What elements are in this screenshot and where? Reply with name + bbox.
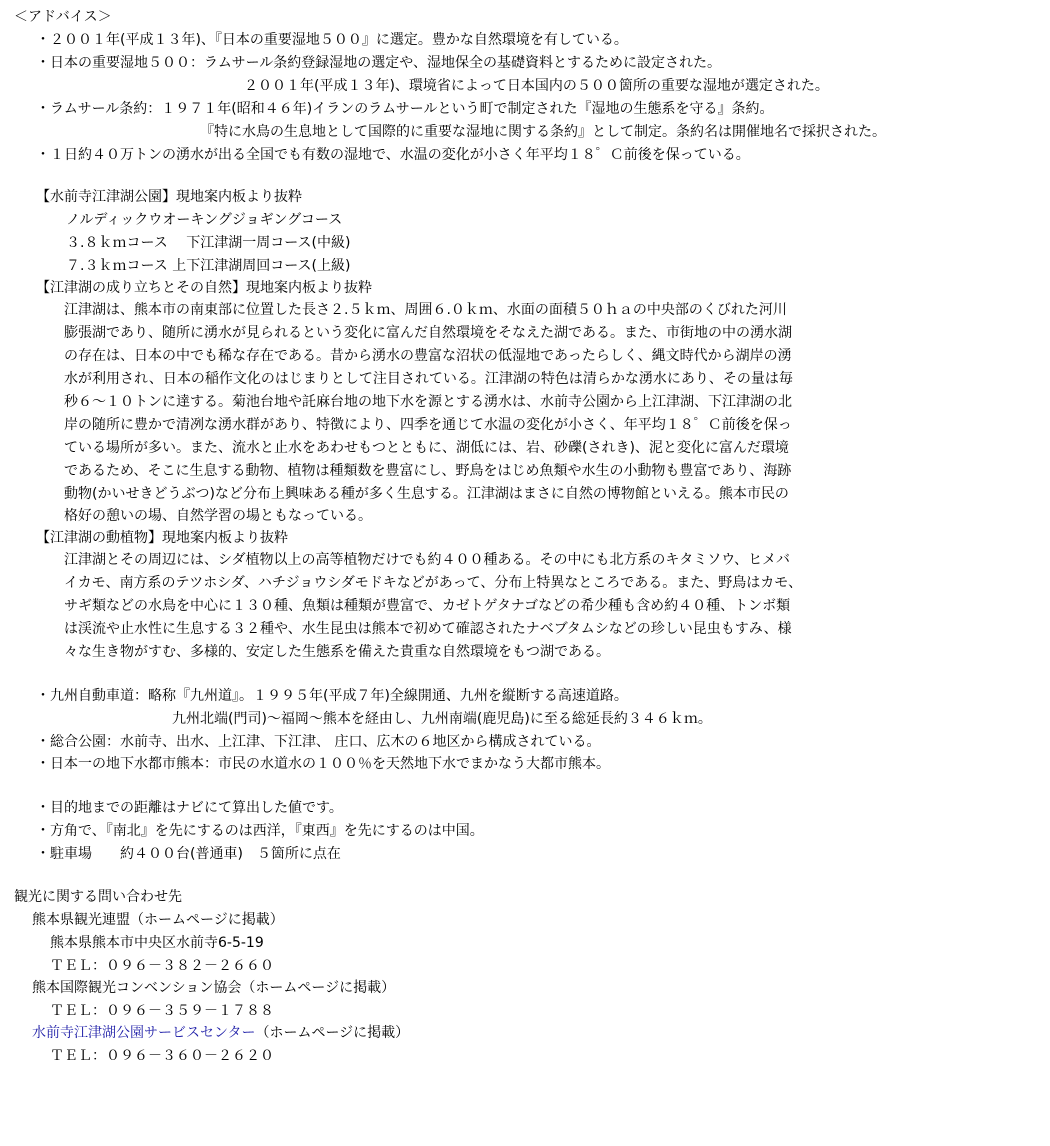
contact-tel: ＴＥＬ：０９６－３６０－２６２０	[50, 1048, 274, 1064]
origin-board-line: の存在は、日本の中でも稀な存在である。昔から湧水の豊富な沼状の低湿地であったらしく、縄文時代から湖岸の湧	[64, 348, 792, 364]
note-line: 九州北端(門司)～福岡～熊本を経由し、九州南端(鹿児島)に至る総延長約３４６ｋｍ。	[172, 711, 712, 727]
misc-line: ・方角で、『南北』を先にするのは西洋，『東西』を先にするのは中国。	[36, 823, 484, 839]
origin-board-line: 岸の随所に豊かで清冽な湧水群があり、特徴により、四季を通じて水温の変化が小さく、年平均１８゜Ｃ前後を保っ	[64, 417, 792, 433]
advice-line: ・日本の重要湿地５００：ラムサール条約登録湿地の選定や、湿地保全の基礎資料とするために設定された。	[36, 55, 722, 71]
note-line: ・総合公園：水前寺、出水、上江津、下江津、 庄口、広木の６地区から構成されている。	[36, 734, 601, 750]
advice-line: ・２００１年(平成１３年)、『日本の重要湿地５００』に選定。豊かな自然環境を有している。	[36, 32, 628, 48]
origin-board-title: 【江津湖の成り立ちとその自然】現地案内板より抜粋	[36, 280, 372, 296]
origin-board-line: 膨張湖であり、随所に湧水が見られるという変化に富んだ自然環境をそなえた湖である。また、市街地の中の湧水湖	[64, 325, 792, 341]
park-board-title: 【水前寺江津湖公園】現地案内板より抜粋	[36, 189, 302, 205]
contact-address: 熊本県熊本市中央区水前寺6-5-19	[50, 935, 264, 951]
advice-line: 『特に水鳥の生息地として国際的に重要な湿地に関する条約』として制定。条約名は開催地名で採択された。	[200, 124, 886, 140]
advice-line: ２００１年(平成１３年)、環境省によって日本国内の５００箇所の重要な湿地が選定された。	[244, 78, 829, 94]
fauna-board-line: 々な生き物がすむ、多様的、安定した生態系を備えた貴重な自然環境をもつ湖である。	[64, 644, 610, 660]
misc-line: ・駐車場 約４００台(普通車) ５箇所に点在	[36, 846, 341, 862]
origin-board-line: 水が利用され、日本の稲作文化のはじまりとして注目されている。江津湖の特色は清らかな湧水にあり、その量は毎	[64, 371, 793, 387]
contact-org-row	[32, 1022, 409, 1044]
contact-org-name: 熊本県観光連盟（ホームページに掲載）	[32, 912, 284, 928]
contact-org-suffix: （ホームページに掲載）	[255, 1025, 410, 1041]
fauna-board-line: サギ類などの水鳥を中心に１３０種、魚類は種類が豊富で、カゼトゲタナゴなどの希少種も含め約４０種、トンボ類	[64, 598, 791, 614]
park-board-line: ノルディックウオーキングジョギングコース	[66, 212, 343, 228]
origin-board-line: 江津湖は、熊本市の南東部に位置した長さ２.５ｋｍ、周囲６.０ｋｍ、水面の面積５０ｈａの中央部のくびれた河川	[64, 302, 787, 318]
fauna-board-line: は渓流や止水性に生息する３２種や、水生昆虫は熊本で初めて確認されたナベブタムシなどの珍しい昆虫もすみ、様	[64, 621, 792, 637]
fauna-board-line: 江津湖とその周辺には、シダ植物以上の高等植物だけでも約４００種ある。その中にも北方系のキタミソウ、ヒメバ	[64, 552, 791, 568]
park-board-line: ３.８ｋｍコース 下江津湖一周コース(中級)	[66, 235, 351, 251]
advice-header: ＜アドバイス＞	[14, 9, 112, 25]
origin-board-line: であるため、そこに生息する動物、植物は種類数を豊富にし、野鳥をはじめ魚類や水生の小動物も豊富であり、海跡	[64, 463, 792, 479]
origin-board-line: ている場所が多い。また、流水と止水をあわせもつとともに、湖低には、岩、砂礫(されき)、泥と変化に富んだ環境	[64, 440, 789, 456]
contacts-title: 観光に関する問い合わせ先	[14, 889, 182, 905]
service-center-link[interactable]: 水前寺江津湖公園サービスセンター	[32, 1025, 256, 1041]
note-line: ・九州自動車道：略称『九州道』。１９９５年(平成７年)全線開通、九州を縦断する高速道路。	[36, 688, 628, 704]
origin-board-line: 秒６～１０トンに達する。菊池台地や託麻台地の地下水を源とする湧水は、水前寺公園から上江津湖、下江津湖の北	[64, 394, 792, 410]
contact-tel: ＴＥＬ：０９６－３５９－１７８８	[50, 1003, 274, 1019]
advice-line: ・ラムサール条約：１９７１年(昭和４６年)イランのラムサールという町で制定された『湿地の生態系を守る』条約。	[36, 101, 774, 117]
contact-tel: ＴＥＬ：０９６－３８２－２６６０	[50, 958, 274, 974]
contact-org-name: 熊本国際観光コンベンション協会（ホームページに掲載）	[32, 980, 396, 996]
fauna-board-line: イカモ、南方系のテツホシダ、ハチジョウシダモドキなどがあって、分布上特異なところである。また、野鳥はカモ、	[64, 575, 803, 591]
advice-line: ・１日約４０万トンの湧水が出る全国でも有数の湿地で、水温の変化が小さく年平均１８゜Ｃ前後を保っている。	[36, 147, 750, 163]
fauna-board-title: 【江津湖の動植物】現地案内板より抜粋	[36, 530, 288, 546]
misc-line: ・目的地までの距離はナビにて算出した値です。	[36, 800, 343, 816]
origin-board-line: 動物(かいせきどうぶつ)など分布上興味ある種が多く生息する。江津湖はまさに自然の博物館といえる。熊本市民の	[64, 486, 789, 502]
park-board-line: ７.３ｋｍコース 上下江津湖周回コース(上級)	[66, 258, 351, 274]
origin-board-line: 格好の憩いの場、自然学習の場ともなっている。	[64, 508, 372, 524]
note-line: ・日本一の地下水都市熊本：市民の水道水の１００％を天然地下水でまかなう大都市熊本。	[36, 756, 610, 772]
